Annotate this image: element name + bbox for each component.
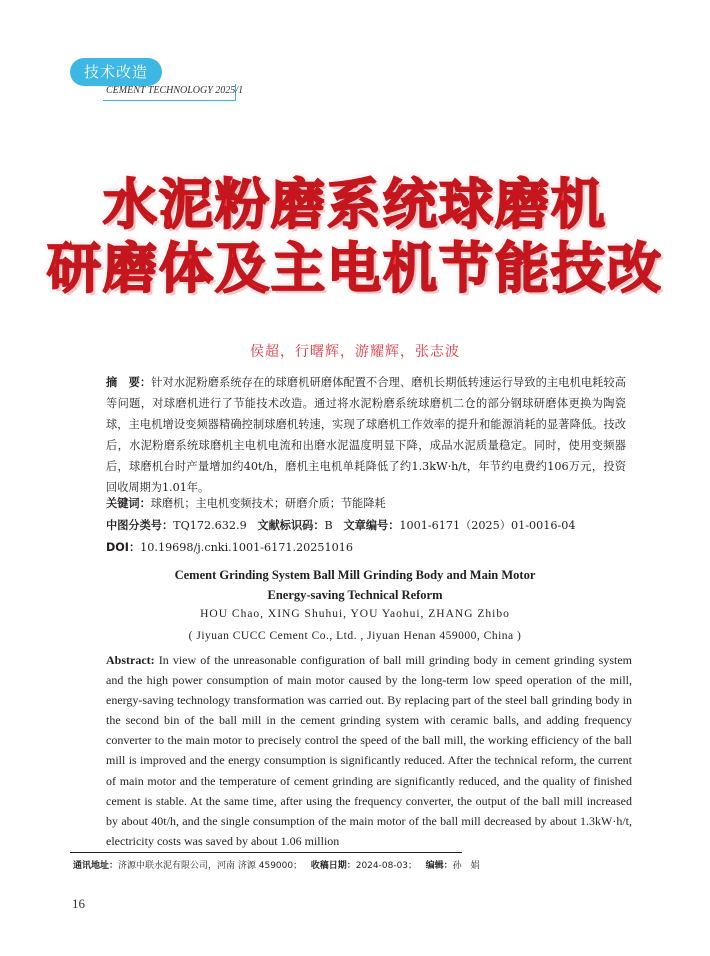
english-title-line2: Energy-saving Technical Reform bbox=[267, 588, 443, 602]
clc-label: 中图分类号： bbox=[106, 519, 174, 532]
abstract-english-label: Abstract: bbox=[106, 653, 155, 667]
authors-english: HOU Chao, XING Shuhui, YOU Yaohui, ZHANG Zhibo bbox=[200, 608, 510, 620]
classification-line bbox=[106, 515, 626, 536]
clc-value: TQ172.632.9 bbox=[173, 519, 247, 532]
abstract-label: 摘 要： bbox=[106, 376, 152, 389]
address-label: 通讯地址： bbox=[73, 861, 119, 871]
abstract-english bbox=[106, 650, 632, 851]
article-number-label: 文章编号： bbox=[343, 519, 400, 532]
article-title-line1: 水泥粉磨系统球磨机 bbox=[103, 173, 607, 236]
footnote bbox=[73, 858, 480, 871]
editor-value: 孙 娟 bbox=[452, 861, 480, 871]
keywords-label: 关键词： bbox=[106, 497, 151, 510]
article-number-value: 1001-6171（2025）01-0016-04 bbox=[399, 519, 576, 532]
doi-line bbox=[106, 537, 626, 558]
doc-code-label: 文献标识码： bbox=[257, 519, 325, 532]
editor-label: 编辑： bbox=[425, 861, 453, 871]
footnote-rule bbox=[70, 852, 462, 853]
abstract-chinese bbox=[106, 372, 626, 498]
journal-name: CEMENT TECHNOLOGY 2025/1 bbox=[106, 85, 244, 96]
abstract-text: 针对水泥粉磨系统存在的球磨机研磨体配置不合理、磨机长期低转速运行导致的主电机电耗较高等问题，对球磨机进行了节能技术改造。通过将水泥粉磨系统球磨机二仓的部分钢球研磨体更换为陶瓷球，主电机增设变频器精确控制球磨机转速，实现了球磨机工作效率的提升和能源消耗的显著降低。技改后，水泥粉磨系统球磨机主电机电流和出磨水泥温度明显下降，成品水泥质量稳定。同时，使用变频器后，球磨机台时产量增加约40t/h，磨机主电机单耗降低了约1.3kW·h/t，年节约电费约106万元，投资回收周期为1.01年。 bbox=[106, 376, 626, 494]
received-value: 2024-08-03； bbox=[355, 861, 418, 871]
authors-chinese: 侯超，行曙辉，游耀辉，张志波 bbox=[250, 344, 460, 360]
page-number: 16 bbox=[72, 896, 85, 911]
keywords-text: 球磨机；主电机变频技术；研磨介质；节能降耗 bbox=[150, 497, 386, 510]
received-label: 收稿日期： bbox=[310, 861, 356, 871]
doi-value: 10.19698/j.cnki.1001-6171.20251016 bbox=[140, 541, 353, 554]
affiliation-english: ( Jiyuan CUCC Cement Co., Ltd. , Jiyuan Henan 459000, China ) bbox=[188, 630, 522, 642]
doi-label: DOI： bbox=[106, 541, 141, 554]
article-title-line2: 研磨体及主电机节能技改 bbox=[47, 237, 663, 300]
address-value: 济源中联水泥有限公司，河南 济源 459000； bbox=[118, 861, 303, 871]
english-title-line1: Cement Grinding System Ball Mill Grinding Body and Main Motor bbox=[174, 568, 536, 582]
abstract-english-text: In view of the unreasonable configuration of ball mill grinding body in cement grinding system and the high power consumption of main motor caused by the long-term low speed operation of the mill, energy-saving technology transformation was carried out. By replacing part of the steel ball grinding body in the second bin of the ball mill in the cement grinding system with ceramic balls, and adding frequency converter to the main motor to precisely control the speed of the ball mill, the working efficiency of the ball mill is improved and the energy consumption is significantly reduced. After the technical reform, the current of main motor and the temperature of cement grinding are significantly reduced, and the quality of finished cement is stable. At the same time, after using the frequency converter, the output of the ball mill increased by about 40t/h, and the single consumption of the main motor of the ball mill decreased by about 1.3kW·h/t, electricity costs was saved by about 1.06 million bbox=[106, 653, 632, 848]
doc-code-value: B bbox=[324, 519, 333, 532]
section-tag: 技术改造 bbox=[70, 58, 162, 86]
keywords-chinese bbox=[106, 493, 626, 514]
